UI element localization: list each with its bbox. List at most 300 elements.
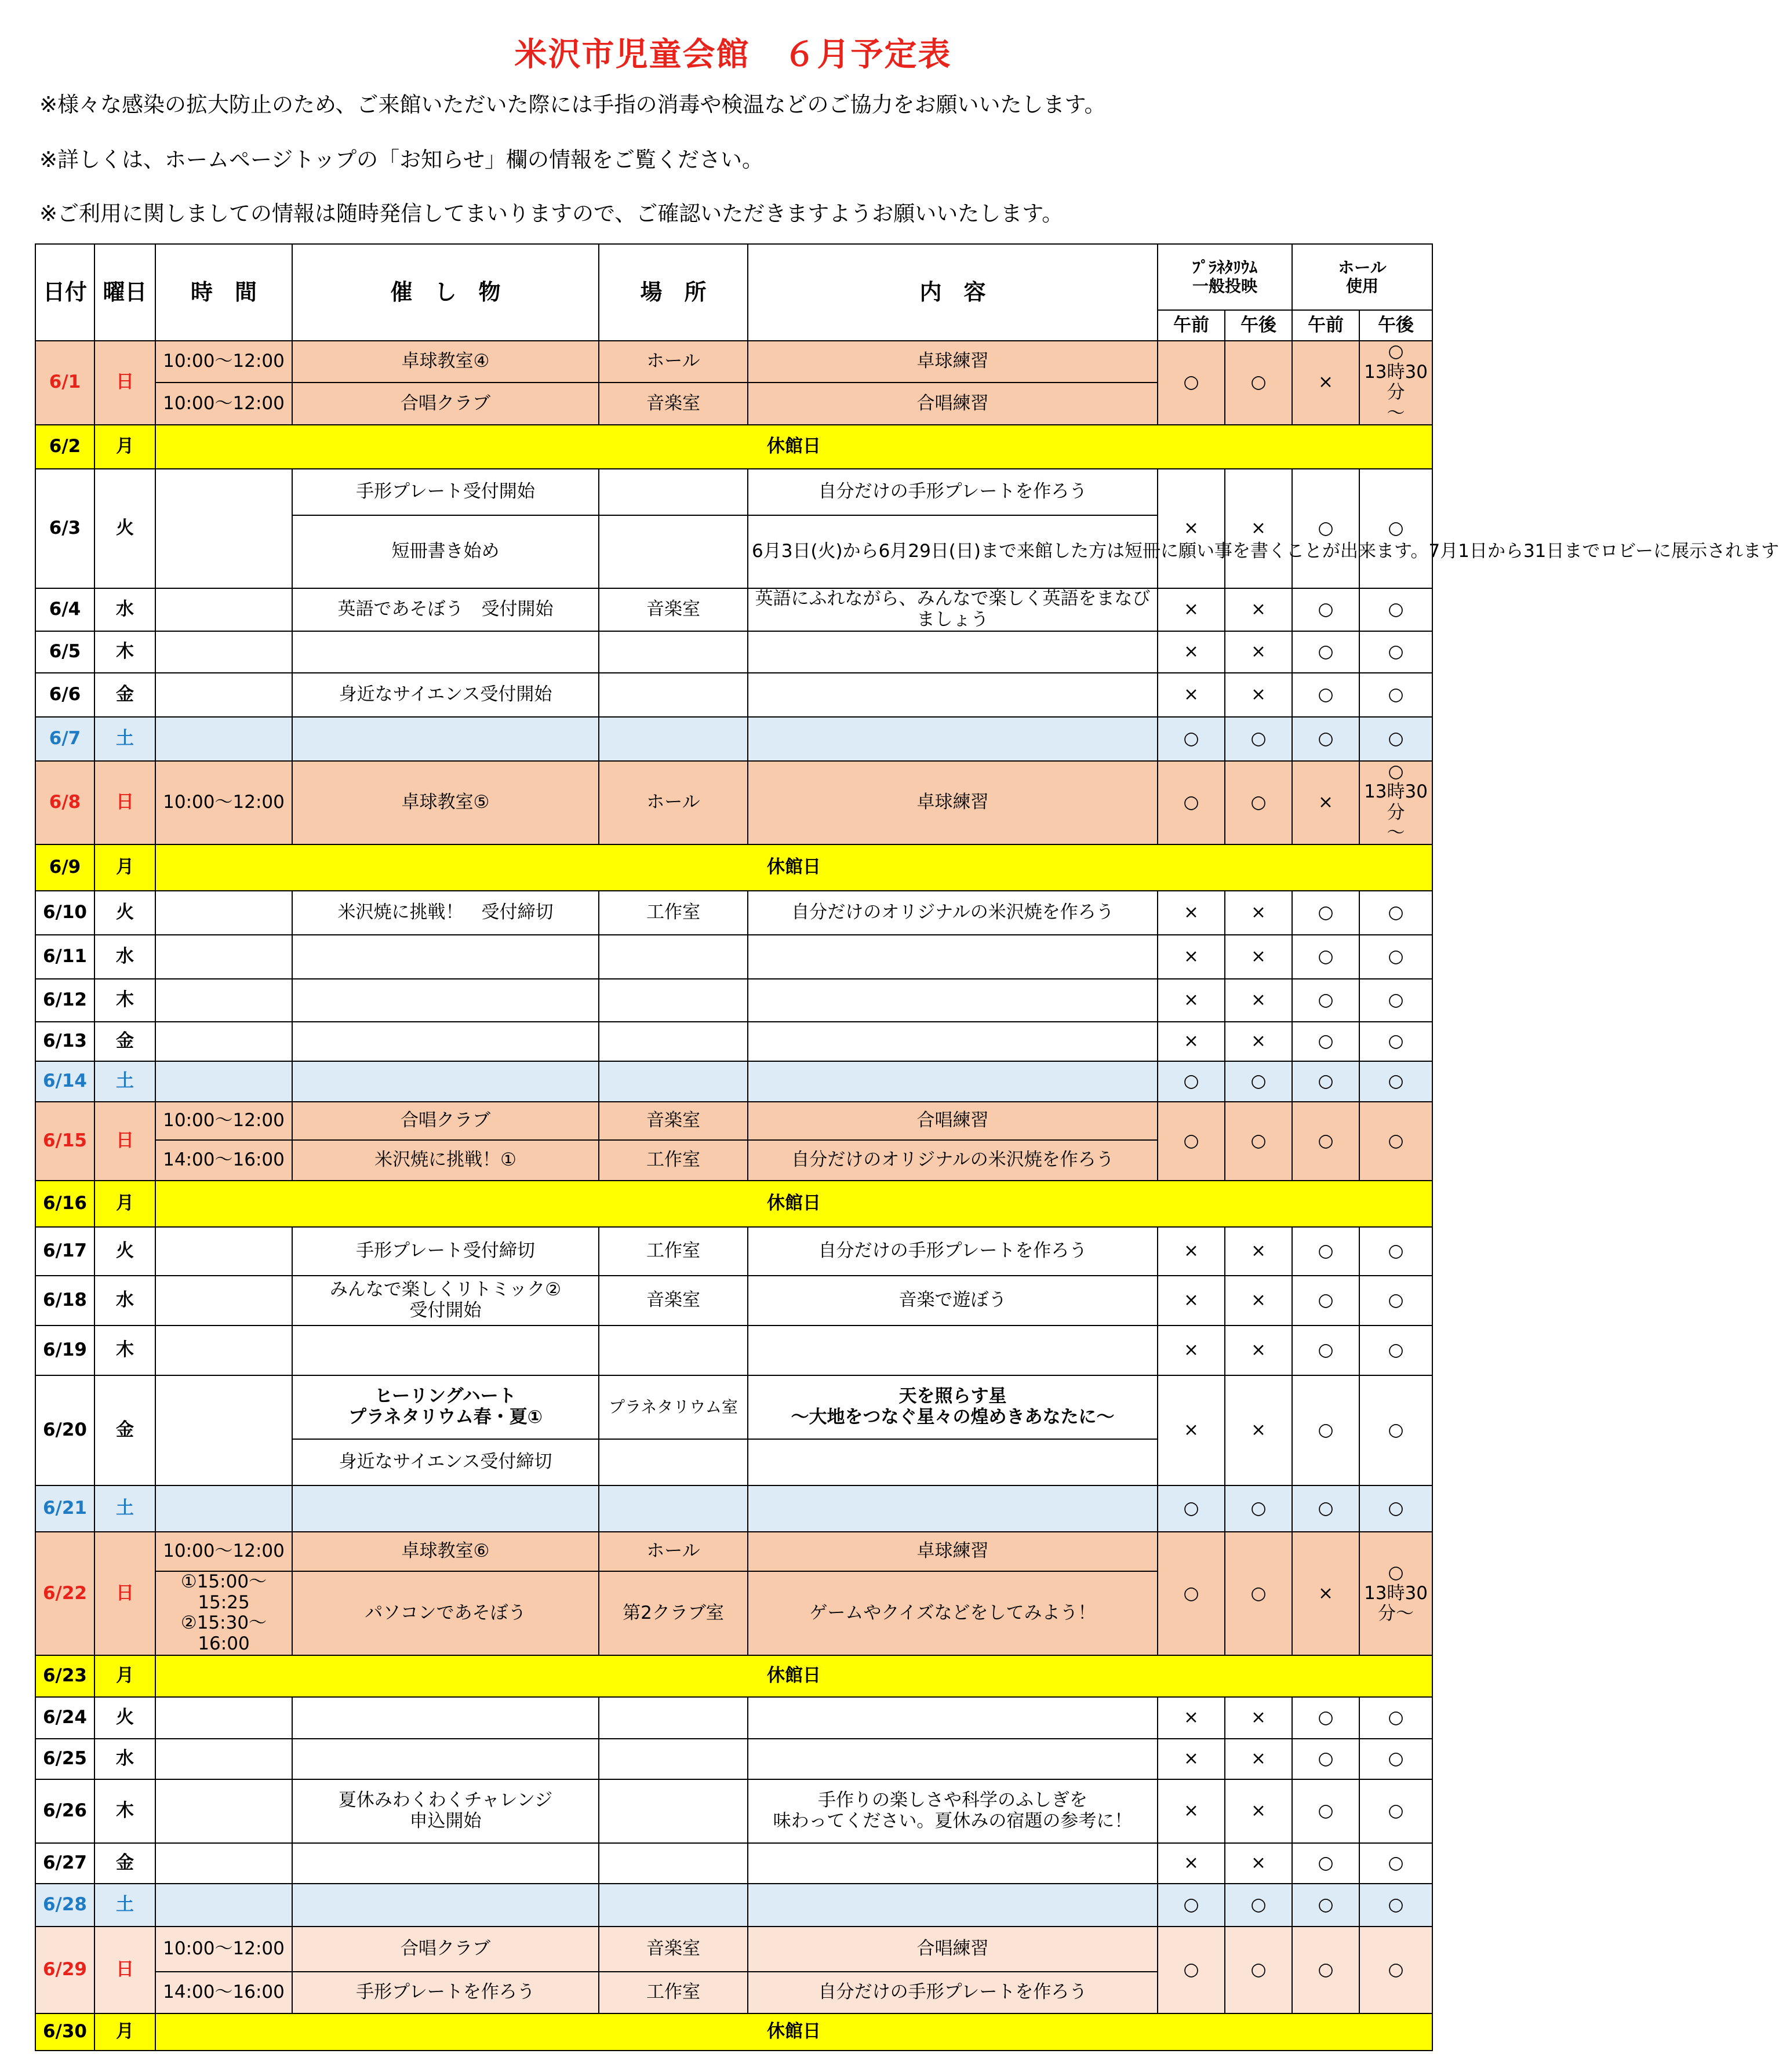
date-cell: 6/11 xyxy=(35,935,94,979)
col-header-planetarium: ﾌﾟﾗﾈﾀﾘｳﾑ 一般投映 xyxy=(1158,244,1292,310)
time-cell xyxy=(155,891,292,935)
time-cell xyxy=(155,1779,292,1843)
weekday-cell: 土 xyxy=(94,1884,155,1927)
place-cell: 工作室 xyxy=(599,891,748,935)
mark-planetarium-am: × xyxy=(1158,1697,1225,1739)
place-cell xyxy=(599,1061,748,1102)
event-cell: ヒーリングハート プラネタリウム春・夏① xyxy=(292,1375,599,1439)
date-cell: 6/26 xyxy=(35,1779,94,1843)
date-cell: 6/25 xyxy=(35,1739,94,1779)
content-cell: 卓球練習 xyxy=(748,341,1158,383)
date-cell: 6/17 xyxy=(35,1227,94,1276)
mark-hall-pm: ○ xyxy=(1359,1061,1432,1102)
date-cell: 6/28 xyxy=(35,1884,94,1927)
date-cell: 6/30 xyxy=(35,2013,94,2051)
content-cell: 卓球練習 xyxy=(748,761,1158,845)
col-header-planetarium-pm: 午後 xyxy=(1225,310,1292,341)
event-cell: 卓球教室⑥ xyxy=(292,1532,599,1571)
mark-hall-am: ○ xyxy=(1292,935,1359,979)
event-cell xyxy=(292,1884,599,1927)
date-cell: 6/22 xyxy=(35,1532,94,1655)
time-cell: 14:00～16:00 xyxy=(155,1140,292,1181)
content-cell: 自分だけの手形プレートを作ろう xyxy=(748,1972,1158,2013)
time-cell xyxy=(155,935,292,979)
content-cell xyxy=(748,1439,1158,1485)
mark-hall-pm: ○ xyxy=(1359,1779,1432,1843)
date-cell: 6/21 xyxy=(35,1485,94,1532)
schedule-row xyxy=(35,1227,1432,1276)
mark-hall-am: ○ xyxy=(1292,1022,1359,1061)
mark-planetarium-am: × xyxy=(1158,1022,1225,1061)
mark-planetarium-pm: ○ xyxy=(1225,761,1292,845)
schedule-row xyxy=(35,1779,1432,1843)
place-cell: 工作室 xyxy=(599,1972,748,2013)
mark-hall-am: ○ xyxy=(1292,1697,1359,1739)
mark-planetarium-am: ○ xyxy=(1158,341,1225,425)
notice-line-3: ※ご利用に関しましての情報は随時発信してまいりますので、ご確認いただきますようお願いいたします。 xyxy=(39,201,1064,226)
mark-hall-am: ○ xyxy=(1292,1779,1359,1843)
schedule-row xyxy=(35,761,1432,845)
date-cell: 6/18 xyxy=(35,1276,94,1326)
content-cell xyxy=(748,1061,1158,1102)
mark-hall-pm: ○ xyxy=(1359,979,1432,1022)
place-cell: 工作室 xyxy=(599,1227,748,1276)
mark-planetarium-pm: × xyxy=(1225,1779,1292,1843)
schedule-row xyxy=(35,631,1432,673)
content-cell xyxy=(748,1326,1158,1375)
content-cell xyxy=(748,1884,1158,1927)
date-cell: 6/24 xyxy=(35,1697,94,1739)
content-cell xyxy=(748,631,1158,673)
mark-hall-am: ○ xyxy=(1292,588,1359,631)
content-cell: 自分だけのオリジナルの米沢焼を作ろう xyxy=(748,891,1158,935)
place-cell: ホール xyxy=(599,341,748,383)
weekday-cell: 木 xyxy=(94,1779,155,1843)
event-cell: 身近なサイエンス受付開始 xyxy=(292,673,599,717)
schedule-row xyxy=(35,844,1432,891)
time-cell: 10:00～12:00 xyxy=(155,383,292,424)
time-cell xyxy=(155,1227,292,1276)
event-cell: 卓球教室⑤ xyxy=(292,761,599,845)
place-cell: 工作室 xyxy=(599,1140,748,1181)
schedule-row xyxy=(35,717,1432,761)
mark-hall-pm: ○ xyxy=(1359,588,1432,631)
notice-line-1: ※様々な感染の拡大防止のため、ご来館いただいた際には手指の消毒や検温などのご協力をお願いいたします。 xyxy=(39,92,1106,117)
weekday-cell: 木 xyxy=(94,631,155,673)
mark-hall-pm: ○ xyxy=(1359,673,1432,717)
mark-planetarium-pm: × xyxy=(1225,1375,1292,1485)
col-header-time: 時 間 xyxy=(155,244,292,341)
mark-planetarium-pm: × xyxy=(1225,1227,1292,1276)
mark-hall-am: ○ xyxy=(1292,673,1359,717)
schedule-row xyxy=(35,1843,1432,1884)
weekday-cell: 日 xyxy=(94,761,155,845)
mark-planetarium-pm: × xyxy=(1225,1843,1292,1884)
schedule-row xyxy=(35,1927,1432,1972)
mark-hall-am: ○ xyxy=(1292,1485,1359,1532)
content-cell: 合唱練習 xyxy=(748,1102,1158,1140)
place-cell: 音楽室 xyxy=(599,1102,748,1140)
date-cell: 6/2 xyxy=(35,425,94,469)
mark-planetarium-am: × xyxy=(1158,891,1225,935)
schedule-row xyxy=(35,1884,1432,1927)
mark-hall-am: ○ xyxy=(1292,631,1359,673)
schedule-row xyxy=(35,1655,1432,1697)
mark-planetarium-am: × xyxy=(1158,1739,1225,1779)
place-cell: 音楽室 xyxy=(599,1927,748,1972)
date-cell: 6/15 xyxy=(35,1102,94,1181)
content-cell xyxy=(748,1022,1158,1061)
event-cell: 身近なサイエンス受付締切 xyxy=(292,1439,599,1485)
weekday-cell: 日 xyxy=(94,341,155,425)
event-cell: 手形プレート受付開始 xyxy=(292,469,599,515)
content-cell: 手作りの楽しさや科学のふしぎを 味わってください。夏休みの宿題の参考に！ xyxy=(748,1779,1158,1843)
mark-planetarium-am: ○ xyxy=(1158,1102,1225,1181)
schedule-row xyxy=(35,1485,1432,1532)
time-cell xyxy=(155,1375,292,1485)
col-header-content: 内 容 xyxy=(748,244,1158,341)
mark-hall-pm: ○ xyxy=(1359,1739,1432,1779)
weekday-cell: 日 xyxy=(94,1927,155,2013)
event-cell: 合唱クラブ xyxy=(292,1927,599,1972)
event-cell: 手形プレートを作ろう xyxy=(292,1972,599,2013)
content-cell: 合唱練習 xyxy=(748,1927,1158,1972)
date-cell: 6/20 xyxy=(35,1375,94,1485)
weekday-cell: 金 xyxy=(94,1022,155,1061)
mark-planetarium-pm: ○ xyxy=(1225,1485,1292,1532)
mark-hall-am: × xyxy=(1292,761,1359,845)
schedule-row xyxy=(35,935,1432,979)
mark-hall-am: ○ xyxy=(1292,979,1359,1022)
weekday-cell: 日 xyxy=(94,1102,155,1181)
content-cell xyxy=(748,1697,1158,1739)
event-cell: 英語であそぼう 受付開始 xyxy=(292,588,599,631)
mark-hall-am: ○ xyxy=(1292,1326,1359,1375)
place-cell xyxy=(599,1779,748,1843)
mark-hall-pm: ○ xyxy=(1359,469,1432,588)
mark-planetarium-am: × xyxy=(1158,1276,1225,1326)
mark-hall-pm: ○ xyxy=(1359,1485,1432,1532)
content-cell xyxy=(748,1485,1158,1532)
mark-planetarium-am: × xyxy=(1158,631,1225,673)
mark-hall-pm: ○ xyxy=(1359,631,1432,673)
mark-hall-am: ○ xyxy=(1292,1739,1359,1779)
closed-day-label: 休館日 xyxy=(155,844,1432,891)
schedule-row xyxy=(35,673,1432,717)
weekday-cell: 月 xyxy=(94,844,155,891)
content-cell: 英語にふれながら、みんなで楽しく英語をまなびましょう xyxy=(748,588,1158,631)
mark-hall-am: ○ xyxy=(1292,1843,1359,1884)
weekday-cell: 火 xyxy=(94,1227,155,1276)
mark-planetarium-pm: × xyxy=(1225,588,1292,631)
mark-hall-am: ○ xyxy=(1292,1102,1359,1181)
mark-planetarium-pm: ○ xyxy=(1225,1061,1292,1102)
mark-hall-pm: ○ 13時30分 ～ xyxy=(1359,761,1432,845)
mark-planetarium-am: ○ xyxy=(1158,1061,1225,1102)
mark-planetarium-pm: × xyxy=(1225,1022,1292,1061)
mark-planetarium-pm: ○ xyxy=(1225,1532,1292,1655)
time-cell xyxy=(155,1697,292,1739)
date-cell: 6/29 xyxy=(35,1927,94,2013)
mark-hall-pm: ○ xyxy=(1359,1227,1432,1276)
event-cell: 夏休みわくわくチャレンジ 申込開始 xyxy=(292,1779,599,1843)
weekday-cell: 金 xyxy=(94,1843,155,1884)
mark-hall-pm: ○ xyxy=(1359,1884,1432,1927)
schedule-row xyxy=(35,588,1432,631)
schedule-table xyxy=(35,243,1779,2051)
place-cell: プラネタリウム室 xyxy=(599,1375,748,1439)
weekday-cell: 木 xyxy=(94,1326,155,1375)
time-cell xyxy=(155,1843,292,1884)
event-cell: 米沢焼に挑戦！① xyxy=(292,1140,599,1181)
mark-hall-pm: ○ 13時30分 ～ xyxy=(1359,341,1432,425)
time-cell xyxy=(155,1739,292,1779)
date-cell: 6/27 xyxy=(35,1843,94,1884)
event-cell xyxy=(292,1485,599,1532)
place-cell xyxy=(599,1843,748,1884)
weekday-cell: 日 xyxy=(94,1532,155,1655)
mark-hall-am: × xyxy=(1292,1532,1359,1655)
time-cell xyxy=(155,979,292,1022)
time-cell: 10:00～12:00 xyxy=(155,761,292,845)
weekday-cell: 火 xyxy=(94,891,155,935)
mark-hall-am: × xyxy=(1292,341,1359,425)
event-cell: 米沢焼に挑戦！ 受付締切 xyxy=(292,891,599,935)
mark-hall-am: ○ xyxy=(1292,1227,1359,1276)
event-cell xyxy=(292,631,599,673)
place-cell xyxy=(599,673,748,717)
mark-hall-am: ○ xyxy=(1292,1375,1359,1485)
schedule-row xyxy=(35,341,1432,383)
weekday-cell: 土 xyxy=(94,1061,155,1102)
time-cell: 10:00～12:00 xyxy=(155,1102,292,1140)
time-cell xyxy=(155,1061,292,1102)
schedule-row xyxy=(35,1102,1432,1140)
place-cell: 音楽室 xyxy=(599,588,748,631)
content-cell xyxy=(748,979,1158,1022)
event-cell xyxy=(292,717,599,761)
time-cell xyxy=(155,1884,292,1927)
mark-planetarium-pm: × xyxy=(1225,673,1292,717)
mark-planetarium-pm: × xyxy=(1225,1326,1292,1375)
closed-day-label: 休館日 xyxy=(155,1655,1432,1697)
mark-hall-pm: ○ xyxy=(1359,1927,1432,2013)
date-cell: 6/5 xyxy=(35,631,94,673)
content-cell: 合唱練習 xyxy=(748,383,1158,424)
mark-hall-am: ○ xyxy=(1292,469,1359,588)
place-cell: 音楽室 xyxy=(599,1276,748,1326)
weekday-cell: 月 xyxy=(94,425,155,469)
event-cell xyxy=(292,1843,599,1884)
event-cell: 合唱クラブ xyxy=(292,383,599,424)
schedule-row xyxy=(35,1375,1432,1439)
place-cell: 音楽室 xyxy=(599,383,748,424)
schedule-row xyxy=(35,979,1432,1022)
col-header-place: 場 所 xyxy=(599,244,748,341)
event-cell: 短冊書き始め xyxy=(292,515,599,588)
content-cell: 自分だけの手形プレートを作ろう xyxy=(748,469,1158,515)
mark-hall-am: ○ xyxy=(1292,1276,1359,1326)
content-cell: ゲームやクイズなどをしてみよう！ xyxy=(748,1571,1158,1655)
col-header-hall: ホール 使用 xyxy=(1292,244,1432,310)
event-cell: パソコンであそぼう xyxy=(292,1571,599,1655)
mark-hall-pm: ○ 13時30 分～ xyxy=(1359,1532,1432,1655)
mark-hall-am: ○ xyxy=(1292,1884,1359,1927)
mark-planetarium-am: × xyxy=(1158,1843,1225,1884)
mark-planetarium-pm: ○ xyxy=(1225,1102,1292,1181)
mark-hall-pm: ○ xyxy=(1359,891,1432,935)
content-cell: 音楽で遊ぼう xyxy=(748,1276,1158,1326)
mark-planetarium-pm: × xyxy=(1225,469,1292,588)
weekday-cell: 土 xyxy=(94,717,155,761)
place-cell: ホール xyxy=(599,761,748,845)
date-cell: 6/8 xyxy=(35,761,94,845)
col-header-dow: 曜日 xyxy=(94,244,155,341)
mark-planetarium-pm: × xyxy=(1225,1739,1292,1779)
place-cell xyxy=(599,717,748,761)
time-cell: ①15:00～15:25 ②15:30～16:00 xyxy=(155,1571,292,1655)
content-cell: 天を照らす星 ～大地をつなぐ星々の煌めきあなたに～ xyxy=(748,1375,1158,1439)
weekday-cell: 火 xyxy=(94,469,155,588)
mark-hall-am: ○ xyxy=(1292,717,1359,761)
mark-planetarium-am: × xyxy=(1158,673,1225,717)
mark-hall-pm: ○ xyxy=(1359,1843,1432,1884)
place-cell xyxy=(599,1485,748,1532)
mark-planetarium-pm: ○ xyxy=(1225,341,1292,425)
content-cell: 卓球練習 xyxy=(748,1532,1158,1571)
event-cell xyxy=(292,1326,599,1375)
mark-planetarium-am: ○ xyxy=(1158,1884,1225,1927)
weekday-cell: 水 xyxy=(94,588,155,631)
col-header-hall-am: 午前 xyxy=(1292,310,1359,341)
schedule-row xyxy=(35,1326,1432,1375)
time-cell xyxy=(155,717,292,761)
mark-planetarium-am: × xyxy=(1158,979,1225,1022)
content-cell xyxy=(748,1739,1158,1779)
event-cell xyxy=(292,1739,599,1779)
schedule-row xyxy=(35,1022,1432,1061)
mark-hall-pm: ○ xyxy=(1359,1102,1432,1181)
mark-planetarium-am: ○ xyxy=(1158,1485,1225,1532)
content-cell xyxy=(748,717,1158,761)
place-cell: 第2クラブ室 xyxy=(599,1571,748,1655)
weekday-cell: 水 xyxy=(94,935,155,979)
col-header-planetarium-am: 午前 xyxy=(1158,310,1225,341)
mark-planetarium-pm: × xyxy=(1225,1697,1292,1739)
event-cell: 卓球教室④ xyxy=(292,341,599,383)
date-cell: 6/14 xyxy=(35,1061,94,1102)
time-cell xyxy=(155,1326,292,1375)
time-cell xyxy=(155,673,292,717)
time-cell xyxy=(155,1485,292,1532)
time-cell xyxy=(155,1022,292,1061)
place-cell xyxy=(599,515,748,588)
mark-hall-pm: ○ xyxy=(1359,935,1432,979)
mark-planetarium-am: × xyxy=(1158,1227,1225,1276)
weekday-cell: 木 xyxy=(94,979,155,1022)
time-cell: 10:00～12:00 xyxy=(155,1532,292,1571)
time-cell: 14:00～16:00 xyxy=(155,1972,292,2013)
place-cell xyxy=(599,1022,748,1061)
mark-planetarium-pm: × xyxy=(1225,1276,1292,1326)
place-cell xyxy=(599,631,748,673)
schedule-row xyxy=(35,1532,1432,1571)
time-cell xyxy=(155,588,292,631)
col-header-hall-pm: 午後 xyxy=(1359,310,1432,341)
weekday-cell: 月 xyxy=(94,2013,155,2051)
place-cell xyxy=(599,1739,748,1779)
mark-hall-am: ○ xyxy=(1292,1061,1359,1102)
mark-planetarium-pm: ○ xyxy=(1225,1884,1292,1927)
content-cell xyxy=(748,1843,1158,1884)
content-cell: 自分だけの手形プレートを作ろう xyxy=(748,1227,1158,1276)
mark-planetarium-am: × xyxy=(1158,935,1225,979)
content-cell: 自分だけのオリジナルの米沢焼を作ろう xyxy=(748,1140,1158,1181)
date-cell: 6/7 xyxy=(35,717,94,761)
date-cell: 6/23 xyxy=(35,1655,94,1697)
schedule-row xyxy=(35,1739,1432,1779)
time-cell xyxy=(155,469,292,588)
time-cell xyxy=(155,631,292,673)
schedule-row xyxy=(35,1276,1432,1326)
place-cell xyxy=(599,1326,748,1375)
mark-hall-am: ○ xyxy=(1292,1927,1359,2013)
schedule-row xyxy=(35,1697,1432,1739)
place-cell xyxy=(599,1884,748,1927)
col-header-event: 催 し 物 xyxy=(292,244,599,341)
place-cell xyxy=(599,979,748,1022)
weekday-cell: 月 xyxy=(94,1181,155,1227)
mark-planetarium-am: × xyxy=(1158,588,1225,631)
place-cell xyxy=(599,1697,748,1739)
event-cell xyxy=(292,935,599,979)
event-cell xyxy=(292,979,599,1022)
event-cell: みんなで楽しくリトミック② 受付開始 xyxy=(292,1276,599,1326)
mark-planetarium-pm: × xyxy=(1225,891,1292,935)
schedule-row xyxy=(35,469,1432,515)
content-cell xyxy=(748,935,1158,979)
place-cell xyxy=(599,935,748,979)
weekday-cell: 金 xyxy=(94,673,155,717)
event-cell: 手形プレート受付締切 xyxy=(292,1227,599,1276)
mark-planetarium-am: × xyxy=(1158,469,1225,588)
mark-planetarium-am: × xyxy=(1158,1326,1225,1375)
mark-planetarium-pm: × xyxy=(1225,935,1292,979)
date-cell: 6/3 xyxy=(35,469,94,588)
weekday-cell: 土 xyxy=(94,1485,155,1532)
mark-planetarium-pm: × xyxy=(1225,631,1292,673)
date-cell: 6/10 xyxy=(35,891,94,935)
closed-day-label: 休館日 xyxy=(155,1181,1432,1227)
content-cell xyxy=(748,673,1158,717)
date-cell: 6/4 xyxy=(35,588,94,631)
mark-planetarium-pm: × xyxy=(1225,979,1292,1022)
mark-planetarium-am: × xyxy=(1158,1779,1225,1843)
date-cell: 6/16 xyxy=(35,1181,94,1227)
schedule-row xyxy=(35,425,1432,469)
mark-planetarium-am: × xyxy=(1158,1375,1225,1485)
event-cell xyxy=(292,1697,599,1739)
time-cell: 10:00～12:00 xyxy=(155,1927,292,1972)
time-cell xyxy=(155,1276,292,1326)
weekday-cell: 水 xyxy=(94,1739,155,1779)
mark-hall-pm: ○ xyxy=(1359,1276,1432,1326)
place-cell xyxy=(599,1439,748,1485)
mark-hall-pm: ○ xyxy=(1359,1326,1432,1375)
date-cell: 6/9 xyxy=(35,844,94,891)
place-cell: ホール xyxy=(599,1532,748,1571)
notice-line-2: ※詳しくは、ホームページトップの「お知らせ」欄の情報をご覧ください。 xyxy=(39,147,764,172)
